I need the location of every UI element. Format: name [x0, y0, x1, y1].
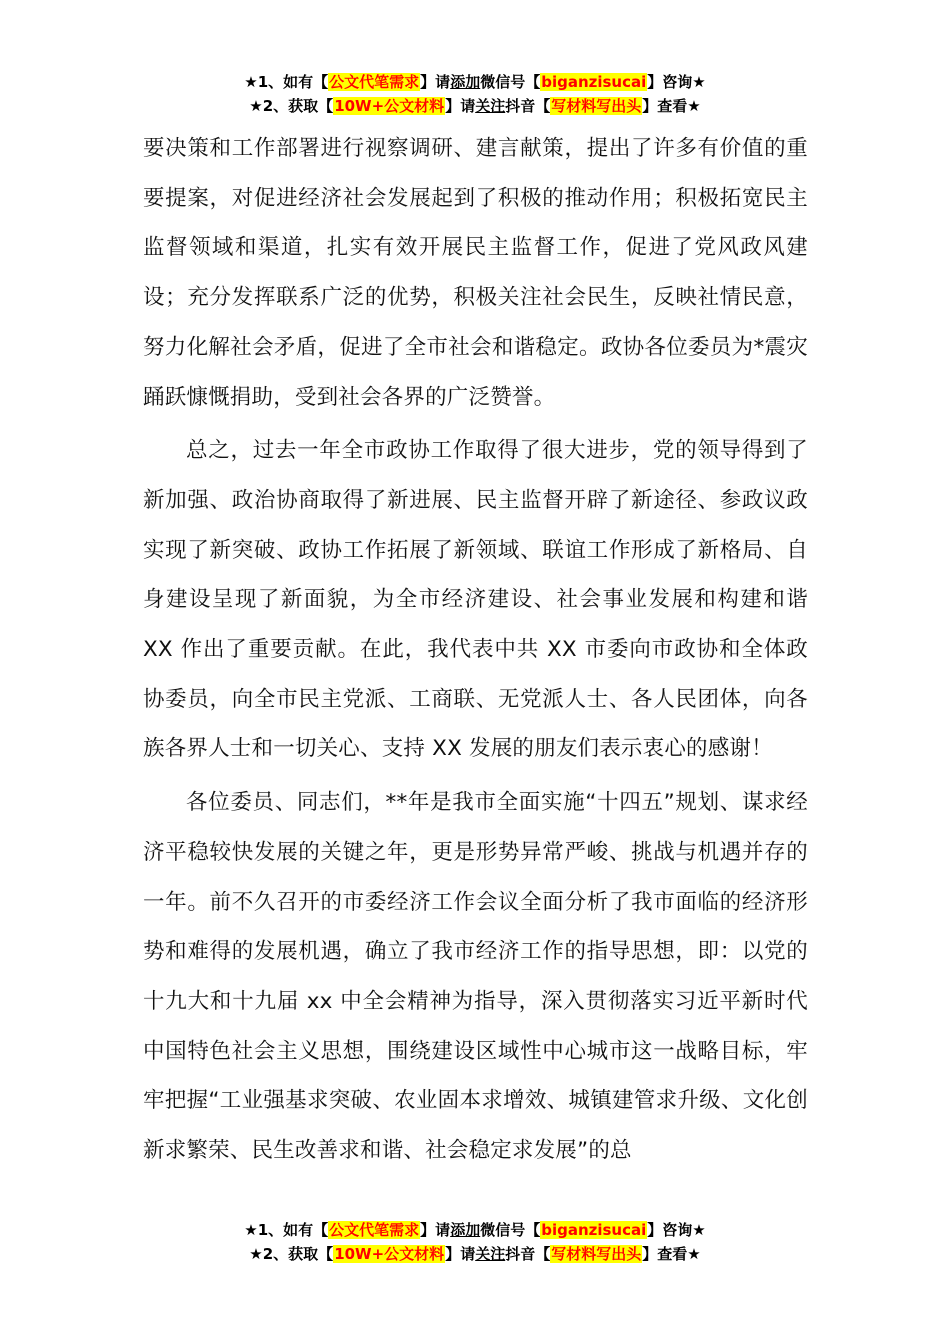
banner-line-2	[0, 94, 950, 118]
banner-line-2	[0, 1242, 950, 1266]
banner-highlight: 写材料写出头	[551, 97, 642, 115]
banner-highlight: 10W+公文材料	[334, 97, 445, 115]
banner-text: ★1、如有【	[244, 1221, 329, 1239]
banner-highlight: 公文代笔需求	[329, 73, 420, 91]
banner-text: 抖音【	[505, 97, 551, 115]
banner-text: 】请	[445, 97, 476, 115]
banner-underlined-text: 添加	[450, 73, 481, 91]
banner-text: 】请	[420, 73, 451, 91]
banner-underlined-text: 关注	[475, 1245, 506, 1263]
paragraph-1: 要决策和工作部署进行视察调研、建言献策，提出了许多有价值的重要提案，对促进经济社会发展起到了积极的推动作用；积极拓宽民主监督领域和渠道，扎实有效开展民主监督工作，促进了党风政风建设；充分发挥联系广泛的优势，积极关注社会民生，反映社情民意，努力化解社会矛盾，促进了全市社会和谐稳定。政协各位委员为*震灾踊跃慷慨捐助，受到社会各界的广泛赞誉。	[143, 136, 808, 410]
banner-underlined-text: 添加	[450, 1221, 481, 1239]
banner-text: 抖音【	[505, 1245, 551, 1263]
banner-text: ★2、获取【	[249, 97, 334, 115]
banner-text: ★2、获取【	[249, 1245, 334, 1263]
banner-text: 微信号【	[480, 73, 541, 91]
banner-highlight: biganzisucai	[541, 73, 647, 91]
paragraph-3: 各位委员、同志们，**年是我市全面实施“十四五”规划、谋求经济平稳较快发展的关键之年，更是形势异常严峻、挑战与机遇并存的一年。前不久召开的市委经济工作会议全面分析了我市面临的经济形势和难得的发展机遇，确立了我市经济工作的指导思想，即：以党的十九大和十九届 xx 中全会精神为指导，深入贯彻落实习近平新时代中国特色社会主义思想，围绕建设区域性中心城市这一战略目标，牢牢把握“工业强基求突破、农业固本求增效、城镇建管求升级、文化创新求繁荣、民生改善求和谐、社会稳定求发展”的总	[143, 790, 808, 1164]
banner-line-1	[0, 1218, 950, 1242]
banner-underlined-text: 关注	[475, 97, 506, 115]
banner-text: 】咨询★	[647, 1221, 706, 1239]
paragraph-2: 总之，过去一年全市政协工作取得了很大进步，党的领导得到了新加强、政治协商取得了新进展、民主监督开辟了新途径、参政议政实现了新突破、政协工作拓展了新领域、联谊工作形成了新格局、自身建设呈现了新面貌，为全市经济建设、社会事业发展和构建和谐 XX 作出了重要贡献。在此，我代表中共 XX 市委向市政协和全体政协委员，向全市民主党派、工商联、无党派人士、各人民团体，向各族各界人士和一切关心、支持 XX 发展的朋友们表示衷心的感谢！	[143, 438, 808, 762]
banner-highlight: 公文代笔需求	[329, 1221, 420, 1239]
banner-highlight: biganzisucai	[541, 1221, 647, 1239]
header-banner	[0, 70, 950, 118]
banner-text: 】查看★	[642, 97, 701, 115]
banner-text: 】咨询★	[647, 73, 706, 91]
footer-banner	[0, 1218, 950, 1266]
banner-line-1	[0, 70, 950, 94]
banner-text: 】请	[420, 1221, 451, 1239]
banner-text: ★1、如有【	[244, 73, 329, 91]
banner-text: 】查看★	[642, 1245, 701, 1263]
banner-highlight: 写材料写出头	[551, 1245, 642, 1263]
banner-text: 】请	[445, 1245, 476, 1263]
banner-highlight: 10W+公文材料	[334, 1245, 445, 1263]
document-body	[143, 124, 808, 1176]
banner-text: 微信号【	[480, 1221, 541, 1239]
